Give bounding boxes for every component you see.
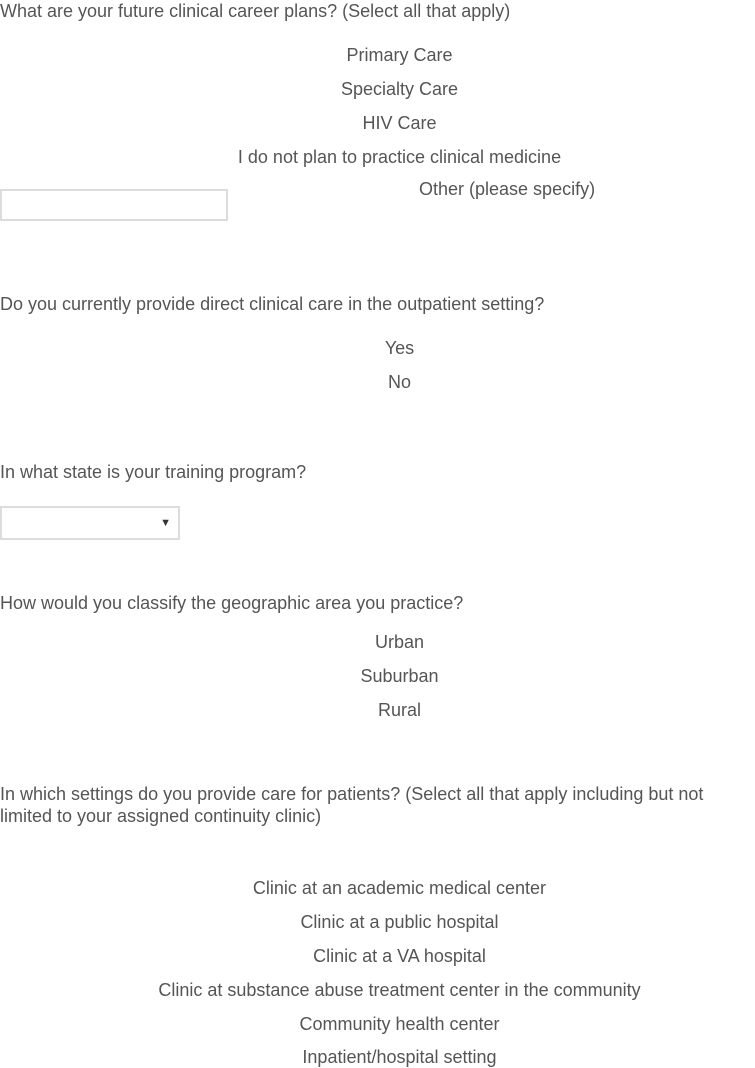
option-inpatient-hospital[interactable]: Inpatient/hospital setting [302, 1047, 497, 1067]
question-geographic-area: How would you classify the geographic area you practice? [0, 593, 464, 613]
question-outpatient-care: Do you currently provide direct clinical care in the outpatient setting? [0, 294, 545, 314]
option-yes[interactable]: Yes [384, 338, 415, 358]
option-public-hospital[interactable]: Clinic at a public hospital [300, 912, 499, 932]
state-select[interactable] [0, 506, 180, 540]
option-suburban[interactable]: Suburban [360, 666, 439, 686]
option-academic-medical-center[interactable]: Clinic at an academic medical center [252, 878, 547, 898]
option-urban[interactable]: Urban [374, 632, 425, 652]
question-training-state: In what state is your training program? [0, 462, 307, 482]
option-va-hospital[interactable]: Clinic at a VA hospital [313, 946, 486, 966]
option-specialty-care[interactable]: Specialty Care [340, 79, 459, 99]
question-care-settings: In which settings do you provide care for patients? (Select all that apply including but not limited to your assigned continuity clinic) [0, 784, 704, 826]
option-other-please-specify[interactable]: Other (please specify) [419, 179, 596, 199]
option-no[interactable]: No [387, 372, 411, 392]
option-no-clinical-practice[interactable]: I do not plan to practice clinical medicine [237, 147, 562, 167]
option-substance-abuse-center[interactable]: Clinic at substance abuse treatment center in the community [158, 980, 641, 1000]
question-career-plans: What are your future clinical career plans? (Select all that apply) [0, 1, 511, 21]
other-specify-input[interactable] [0, 189, 228, 221]
chevron-down-icon: ▼ [160, 517, 171, 529]
option-community-health-center[interactable]: Community health center [299, 1014, 500, 1034]
option-rural[interactable]: Rural [377, 700, 421, 720]
option-hiv-care[interactable]: HIV Care [362, 113, 437, 133]
option-primary-care[interactable]: Primary Care [346, 45, 453, 65]
